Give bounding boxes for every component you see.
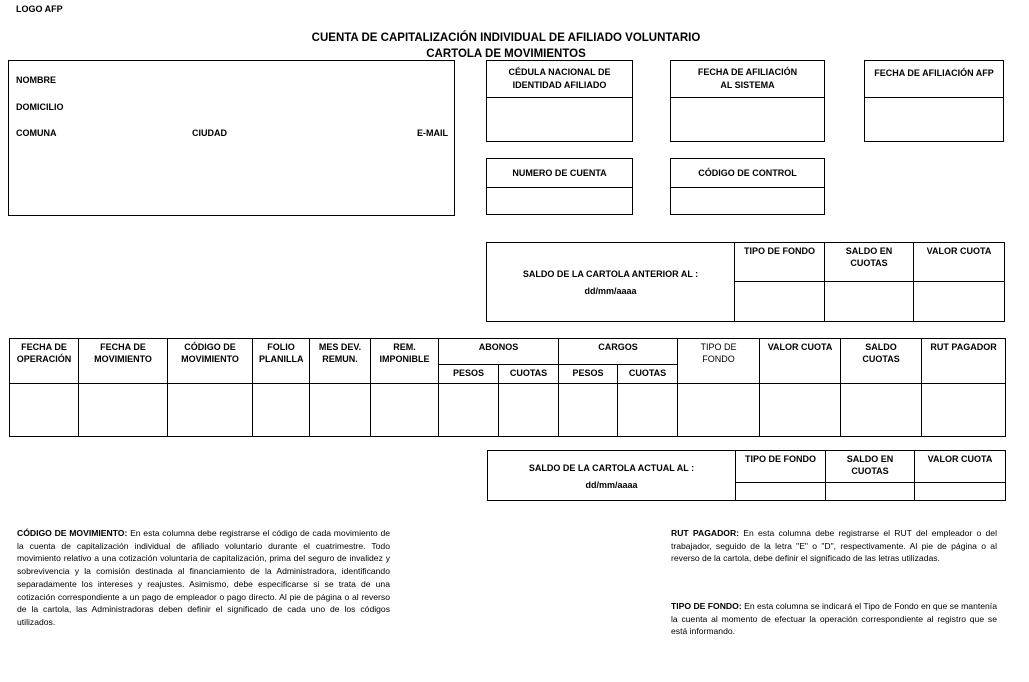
cell-fecha-operacion[interactable] bbox=[10, 384, 79, 437]
saldo-actual-saldo-cuotas-cell[interactable] bbox=[826, 483, 915, 501]
saldo-actual-table bbox=[487, 450, 1006, 501]
saldo-anterior-valor-cuota-cell[interactable] bbox=[914, 282, 1005, 322]
cell-abonos-cuotas[interactable] bbox=[499, 384, 559, 437]
cell-cargos-pesos[interactable] bbox=[559, 384, 618, 437]
comuna-label: COMUNA bbox=[16, 128, 57, 138]
cell-saldo-cuotas[interactable] bbox=[841, 384, 922, 437]
note-tipo-fondo bbox=[671, 600, 997, 638]
affiliate-info-box bbox=[8, 60, 455, 216]
saldo-anterior-col-saldo-cuotas: SALDO EN CUOTAS bbox=[825, 243, 914, 282]
note-tipo-text: En esta columna se indicará el Tipo de Fondo en que se mantenía la cuenta al momento de efectuar la operación correspondiente al registro que se está informando. bbox=[671, 601, 997, 637]
domicilio-label: DOMICILIO bbox=[16, 102, 64, 112]
col-mes-dev-remun: MES DEV. REMUN. bbox=[310, 339, 371, 384]
col-cargos-pesos: PESOS bbox=[559, 365, 618, 384]
saldo-anterior-table bbox=[486, 242, 1005, 322]
afp-logo-placeholder: LOGO AFP bbox=[16, 4, 63, 14]
cell-abonos-pesos[interactable] bbox=[439, 384, 499, 437]
table-row bbox=[10, 384, 1006, 437]
saldo-anterior-tipo-fondo-cell[interactable] bbox=[735, 282, 825, 322]
cell-cargos-cuotas[interactable] bbox=[618, 384, 678, 437]
codigo-control-field[interactable] bbox=[671, 188, 824, 215]
saldo-anterior-date: dd/mm/aaaa bbox=[584, 286, 637, 296]
saldo-actual-tipo-fondo-cell[interactable] bbox=[736, 483, 826, 501]
email-label: E-MAIL bbox=[417, 128, 448, 138]
saldo-actual-valor-cuota-cell[interactable] bbox=[915, 483, 1006, 501]
note-rut-pagador bbox=[671, 527, 997, 565]
cell-fecha-movimiento[interactable] bbox=[79, 384, 168, 437]
fecha-afiliacion-afp-box bbox=[864, 60, 1004, 142]
cedula-box bbox=[486, 60, 633, 142]
codigo-control-label: CÓDIGO DE CONTROL bbox=[671, 159, 824, 188]
col-fecha-operacion: FECHA DE OPERACIÓN bbox=[10, 339, 79, 384]
col-tipo-fondo: TIPO DE FONDO bbox=[678, 339, 760, 384]
fecha-sistema-line-1: FECHA DE AFILIACIÓN bbox=[697, 67, 798, 77]
saldo-anterior-col-tipo-fondo: TIPO DE FONDO bbox=[735, 243, 825, 282]
saldo-anterior-col-valor-cuota: VALOR CUOTA bbox=[914, 243, 1005, 282]
col-cargos-cuotas: CUOTAS bbox=[618, 365, 678, 384]
fecha-sistema-line-2: AL SISTEMA bbox=[720, 80, 775, 90]
cedula-field[interactable] bbox=[487, 98, 632, 142]
saldo-anterior-title: SALDO DE LA CARTOLA ANTERIOR AL : bbox=[522, 269, 699, 279]
col-folio-planilla: FOLIO PLANILLA bbox=[253, 339, 310, 384]
cedula-label: CÉDULA NACIONAL DE IDENTIDAD AFILIADO bbox=[487, 61, 632, 98]
fecha-afiliacion-afp-field[interactable] bbox=[865, 98, 1003, 142]
col-group-abonos: ABONOS bbox=[439, 339, 559, 365]
numero-cuenta-label: NUMERO DE CUENTA bbox=[487, 159, 632, 188]
note-rut-text: En esta columna debe registrarse el RUT del empleador o del trabajador, seguido de la letra "E" o "D", respectivamente. Al pie de página o al reverso de la cartola, debe definir el significado de las letras utilizadas. bbox=[671, 528, 998, 564]
fecha-afiliacion-afp-label: FECHA DE AFILIACIÓN AFP bbox=[865, 61, 1003, 98]
cell-folio-planilla[interactable] bbox=[253, 384, 310, 437]
numero-cuenta-box bbox=[486, 158, 633, 215]
note-tipo-title: TIPO DE FONDO: bbox=[671, 601, 742, 611]
cell-mes-dev-remun[interactable] bbox=[310, 384, 371, 437]
col-group-cargos: CARGOS bbox=[559, 339, 678, 365]
note-rut-title: RUT PAGADOR: bbox=[671, 528, 740, 538]
cell-rem-imponible[interactable] bbox=[371, 384, 439, 437]
saldo-anterior-label bbox=[487, 243, 735, 322]
nombre-label: NOMBRE bbox=[16, 75, 56, 85]
saldo-actual-col-saldo-cuotas: SALDO EN CUOTAS bbox=[826, 451, 915, 483]
numero-cuenta-field[interactable] bbox=[487, 188, 632, 215]
note-codigo-text: En esta columna debe registrarse el código de cada movimiento de la cuenta de capitalización individual de afiliado voluntario durante el cuatrimestre. Todo movimiento relativo a una cotización voluntaria de capitalización, prima del seguro de invalidez y sobrevivencia y la comisión destinada al financiamiento de la Administradora, identificando separadamente los intereses y reajustes. Asimismo, debe especificarse si se trata de una cotización correspondiente a un pago de empleador o pago directo. Al pie de página o al reverso de la cartola, las Administradoras deben definir el significado de cada uno de los códigos utilizados. bbox=[17, 528, 391, 627]
ciudad-label: CIUDAD bbox=[192, 128, 227, 138]
col-abonos-pesos: PESOS bbox=[439, 365, 499, 384]
col-codigo-movimiento: CÓDIGO DE MOVIMIENTO bbox=[168, 339, 253, 384]
codigo-control-box bbox=[670, 158, 825, 215]
title-line-2: CARTOLA DE MOVIMIENTOS bbox=[426, 48, 586, 60]
cell-codigo-movimiento[interactable] bbox=[168, 384, 253, 437]
saldo-actual-label bbox=[488, 451, 736, 501]
cell-rut-pagador[interactable] bbox=[922, 384, 1006, 437]
col-rem-imponible: REM. IMPONIBLE bbox=[371, 339, 439, 384]
movements-table bbox=[9, 338, 1006, 437]
fecha-afiliacion-sistema-label bbox=[671, 61, 824, 98]
fecha-afiliacion-sistema-box bbox=[670, 60, 825, 142]
col-saldo-cuotas: SALDO CUOTAS bbox=[841, 339, 922, 384]
fecha-afiliacion-sistema-field[interactable] bbox=[671, 98, 824, 142]
document-title bbox=[0, 30, 1012, 62]
saldo-actual-col-tipo-fondo: TIPO DE FONDO bbox=[736, 451, 826, 483]
col-abonos-cuotas: CUOTAS bbox=[499, 365, 559, 384]
saldo-actual-date: dd/mm/aaaa bbox=[585, 479, 638, 490]
col-valor-cuota: VALOR CUOTA bbox=[760, 339, 841, 384]
saldo-actual-title: SALDO DE LA CARTOLA ACTUAL AL : bbox=[528, 462, 695, 473]
saldo-anterior-saldo-cuotas-cell[interactable] bbox=[825, 282, 914, 322]
cell-valor-cuota[interactable] bbox=[760, 384, 841, 437]
note-codigo-movimiento bbox=[17, 527, 390, 629]
note-codigo-title: CÓDIGO DE MOVIMIENTO: bbox=[17, 528, 128, 538]
saldo-actual-col-valor-cuota: VALOR CUOTA bbox=[915, 451, 1006, 483]
cell-tipo-fondo[interactable] bbox=[678, 384, 760, 437]
col-fecha-movimiento: FECHA DE MOVIMIENTO bbox=[79, 339, 168, 384]
col-rut-pagador: RUT PAGADOR bbox=[922, 339, 1006, 384]
title-line-1: CUENTA DE CAPITALIZACIÓN INDIVIDUAL DE AFILIADO VOLUNTARIO bbox=[311, 32, 701, 44]
